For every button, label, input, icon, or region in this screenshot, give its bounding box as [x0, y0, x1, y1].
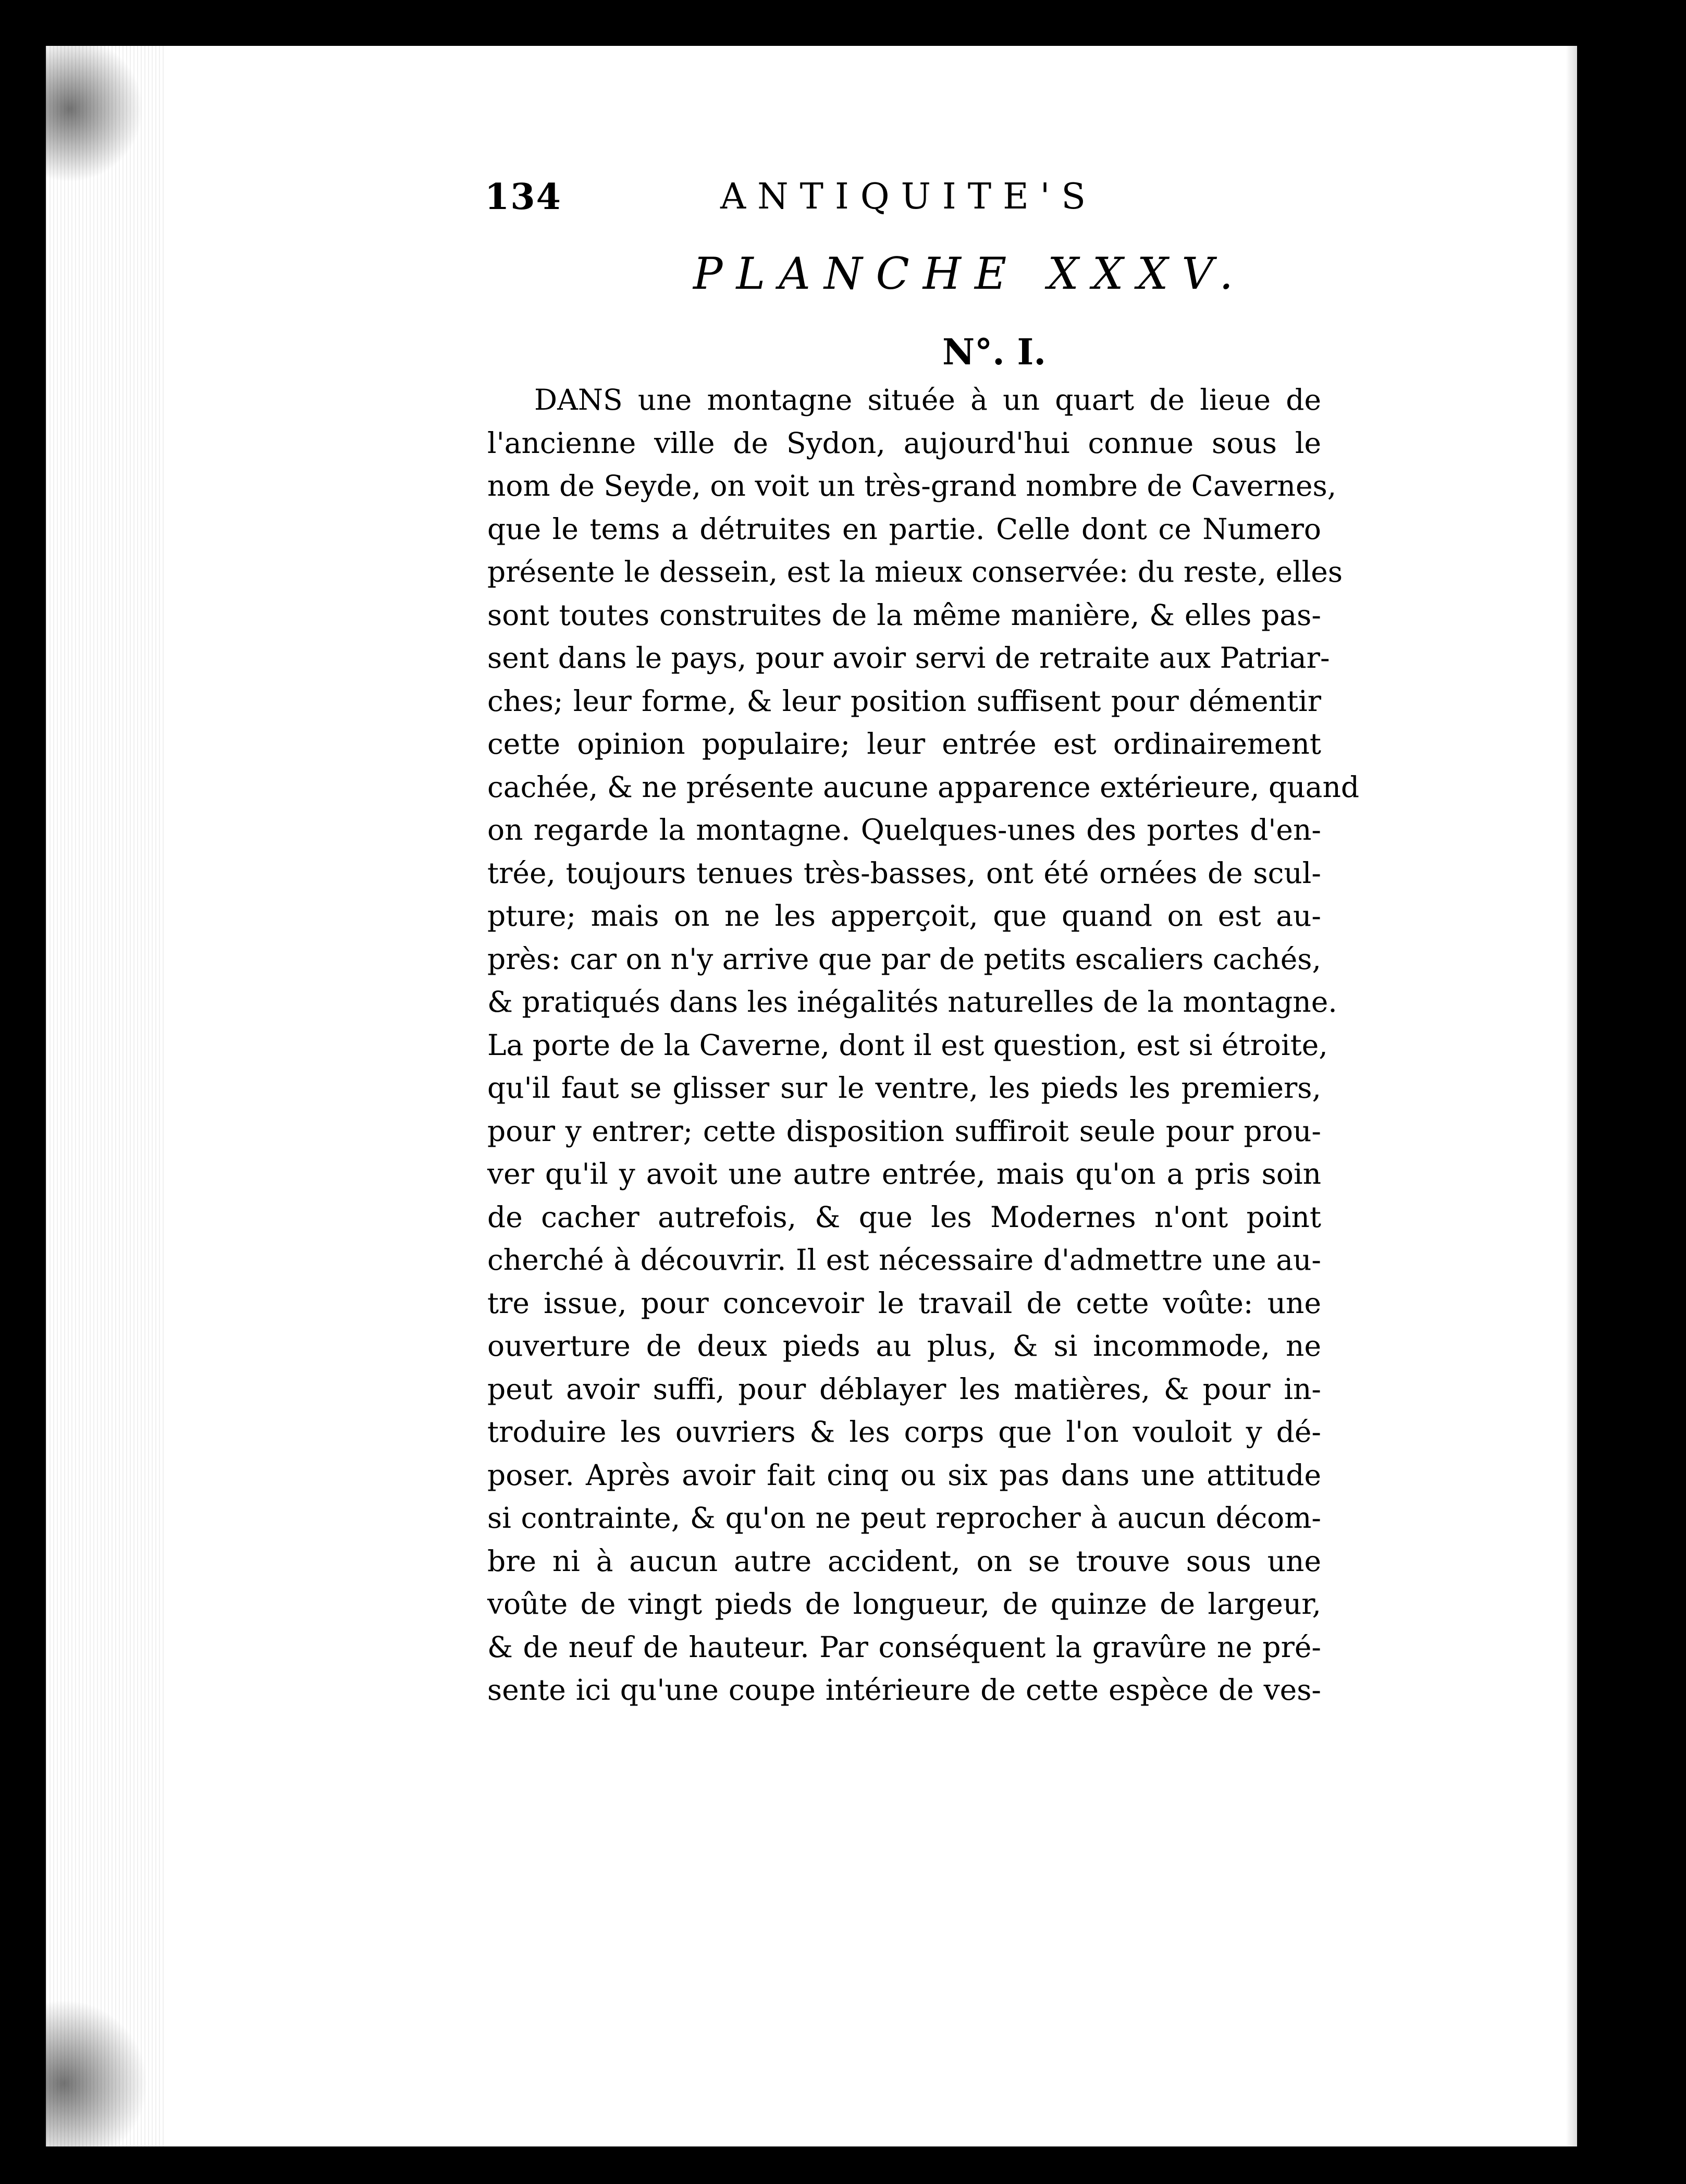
plate-title: PLANCHE XXXV. — [693, 248, 1247, 299]
text-line: bre ni à aucun autre accident, on se trouve sous une — [487, 1544, 1321, 1578]
text-line: que le tems a détruites en partie. Celle dont ce Numero — [487, 512, 1321, 546]
text-line: ouverture de deux pieds au plus, & si incommode, ne — [487, 1329, 1321, 1363]
binding-edge — [46, 46, 166, 2146]
text-line: cherché à découvrir. Il est nécessaire d'admettre une au- — [487, 1243, 1321, 1277]
text-line: si contrainte, & qu'on ne peut reprocher à aucun décom- — [487, 1501, 1321, 1535]
text-line: pour y entrer; cette disposition suffiroit seule pour prou- — [487, 1114, 1321, 1148]
running-title: ANTIQUITE'S — [720, 176, 1098, 217]
text-line: poser. Après avoir fait cinq ou six pas dans une attitude — [487, 1458, 1321, 1492]
text-line: cachée, & ne présente aucune apparence extérieure, quand — [487, 770, 1360, 804]
text-line: ver qu'il y avoit une autre entrée, mais qu'on a pris soin — [487, 1157, 1321, 1191]
text-line: sent dans le pays, pour avoir servi de retraite aux Patriar- — [487, 641, 1330, 674]
text-line: & pratiqués dans les inégalités naturelles de la montagne. — [487, 985, 1337, 1019]
page-edge-shade — [1566, 46, 1577, 2146]
text-line: DANS une montagne située à un quart de lieue de — [534, 383, 1321, 416]
text-line: qu'il faut se glisser sur le ventre, les pieds les premiers, — [487, 1071, 1321, 1105]
text-line: de cacher autrefois, & que les Modernes n'ont point — [487, 1200, 1321, 1234]
text-line: près: car on n'y arrive que par de petits escaliers cachés, — [487, 942, 1321, 976]
text-line: on regarde la montagne. Quelques-unes des portes d'en- — [487, 813, 1321, 846]
page-number: 134 — [485, 176, 562, 218]
text-line: trée, toujours tenues très-basses, ont été ornées de scul- — [487, 856, 1321, 890]
text-line: troduire les ouvriers & les corps que l'on vouloit y dé- — [487, 1415, 1321, 1449]
running-header — [485, 176, 1240, 239]
text-line: pture; mais on ne les apperçoit, que quand on est au- — [487, 899, 1321, 933]
text-line: tre issue, pour concevoir le travail de cette voûte: une — [487, 1286, 1321, 1320]
text-line: sente ici qu'une coupe intérieure de cette espèce de ves- — [487, 1673, 1321, 1707]
text-line: nom de Seyde, on voit un très-grand nombre de Cavernes, — [487, 469, 1337, 502]
text-line: cette opinion populaire; leur entrée est ordinairement — [487, 727, 1321, 760]
text-line: peut avoir suffi, pour déblayer les matières, & pour in- — [487, 1372, 1321, 1406]
text-line: & de neuf de hauteur. Par conséquent la gravûre ne pré- — [487, 1630, 1321, 1664]
text-line: l'ancienne ville de Sydon, aujourd'hui connue sous le — [487, 426, 1321, 460]
text-line: La porte de la Caverne, dont il est question, est si étroite, — [487, 1028, 1328, 1062]
text-line: sont toutes construites de la même manière, & elles pas- — [487, 598, 1321, 632]
body-text — [487, 378, 1360, 1712]
text-line: présente le dessein, est la mieux conservée: du reste, elles — [487, 555, 1343, 588]
text-line: voûte de vingt pieds de longueur, de quinze de largeur, — [487, 1587, 1321, 1621]
text-line: ches; leur forme, & leur position suffisent pour démentir — [487, 684, 1321, 718]
right-margin-strip — [1577, 46, 1615, 2146]
plate-number: N°. I. — [942, 332, 1046, 373]
